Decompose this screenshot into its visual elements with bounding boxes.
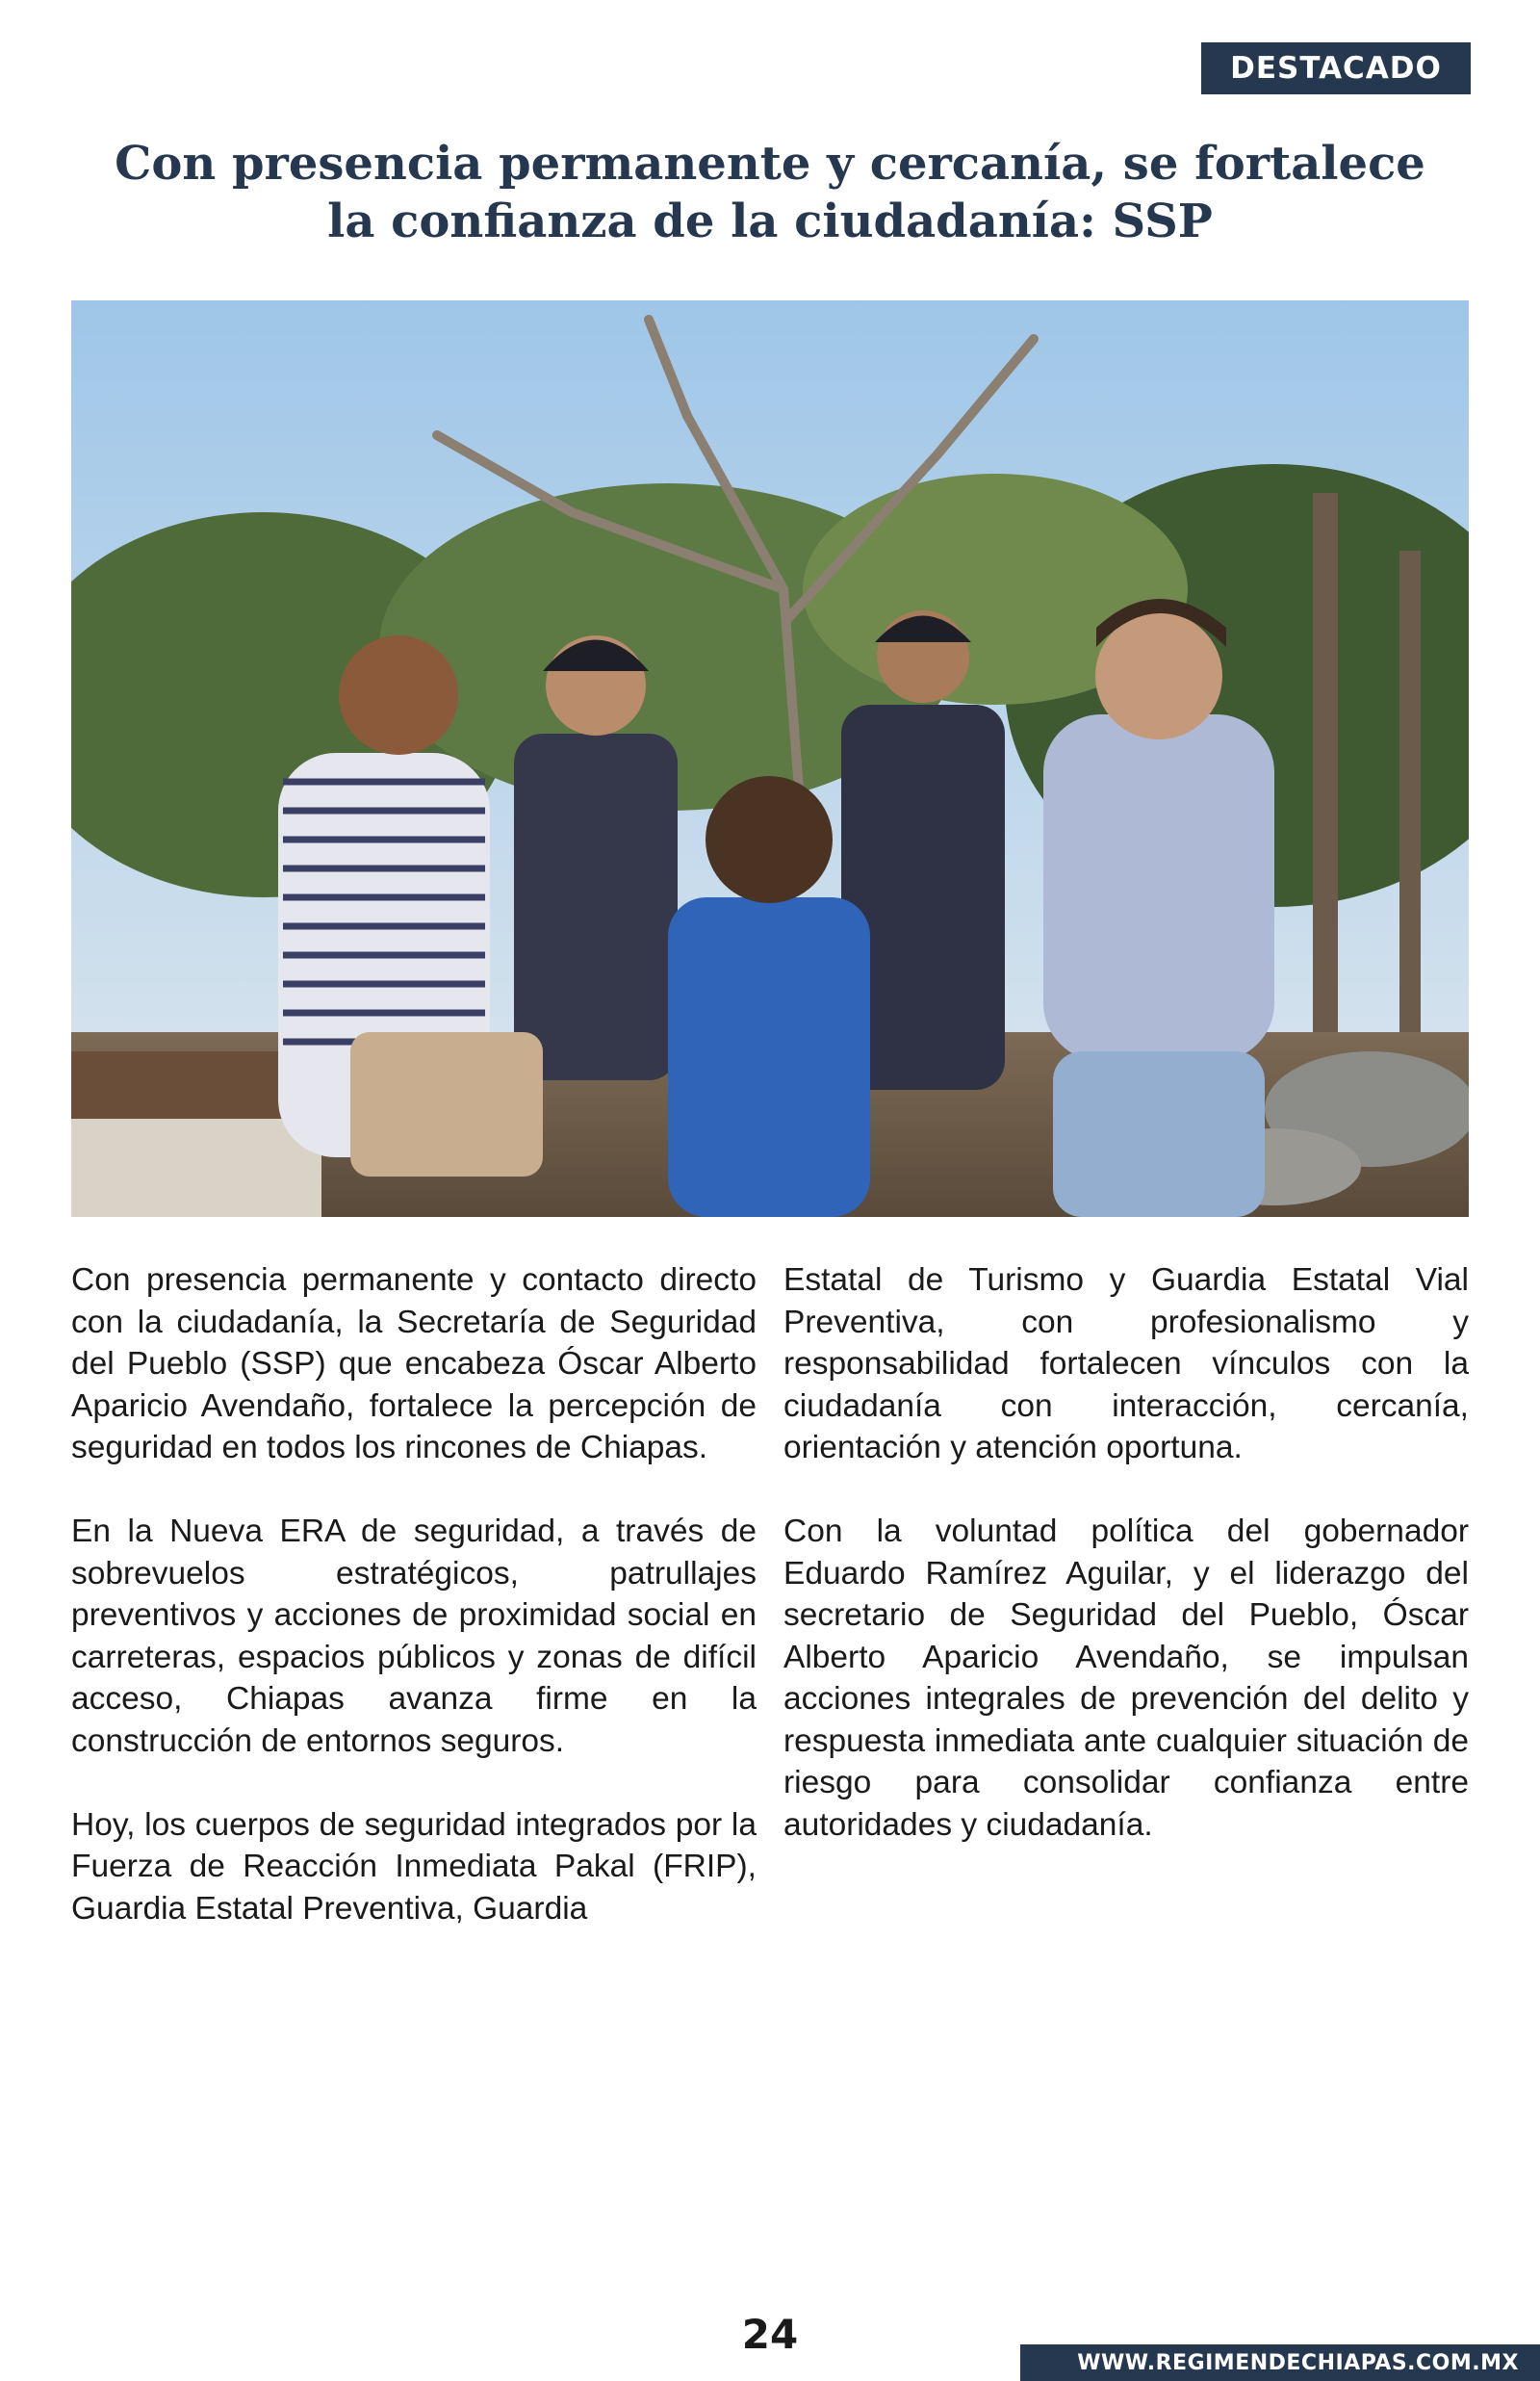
article-photo [71,300,1469,1217]
paragraph: Con presencia permanente y contacto directo con la ciudadanía, la Secretaría de Seguridad del Pueblo (SSP) que encabeza Óscar Alberto Aparicio Avendaño, fortalece la percepción de seguridad en todos los rincones de Chiapas. [71,1262,757,1465]
website-url: WWW.REGIMENDECHIAPAS.COM.MX [1020,2344,1540,2381]
page-number: 24 [741,2311,799,2358]
paragraph: En la Nueva ERA de seguridad, a través de sobrevuelos estratégicos, patrullajes preventivos y acciones de proximidad social en carreteras, espacios públicos y zonas de difícil acceso, Chiapas avanza firme en la construcción de entornos seguros. [71,1514,757,1759]
paragraph: Estatal de Turismo y Guardia Estatal Vial Preventiva, con profesionalismo y responsabilidad fortalecen vínculos con la ciudadanía con interacción, cercanía, orientación y atención oportuna. [783,1262,1469,1465]
paragraph: Con la voluntad política del gobernador Eduardo Ramírez Aguilar, y el liderazgo del secretario de Seguridad del Pueblo, Óscar Alberto Aparicio Avendaño, se impulsan acciones integrales de prevención del delito y respuesta inmediata ante cualquier situación de riesgo para consolidar confianza entre autoridades y ciudadanía. [783,1514,1469,1843]
article-column-right [783,1259,1469,1888]
section-tag: DESTACADO [1201,42,1471,94]
paragraph: Hoy, los cuerpos de seguridad integrados por la Fuerza de Reacción Inmediata Pakal (FRIP), Guardia Estatal Preventiva, Guardia [71,1806,757,1927]
article-column-left [71,1259,757,1972]
article-title: Con presencia permanente y cercanía, se fortalece la confianza de la ciudadanía: SSP [115,137,1425,248]
